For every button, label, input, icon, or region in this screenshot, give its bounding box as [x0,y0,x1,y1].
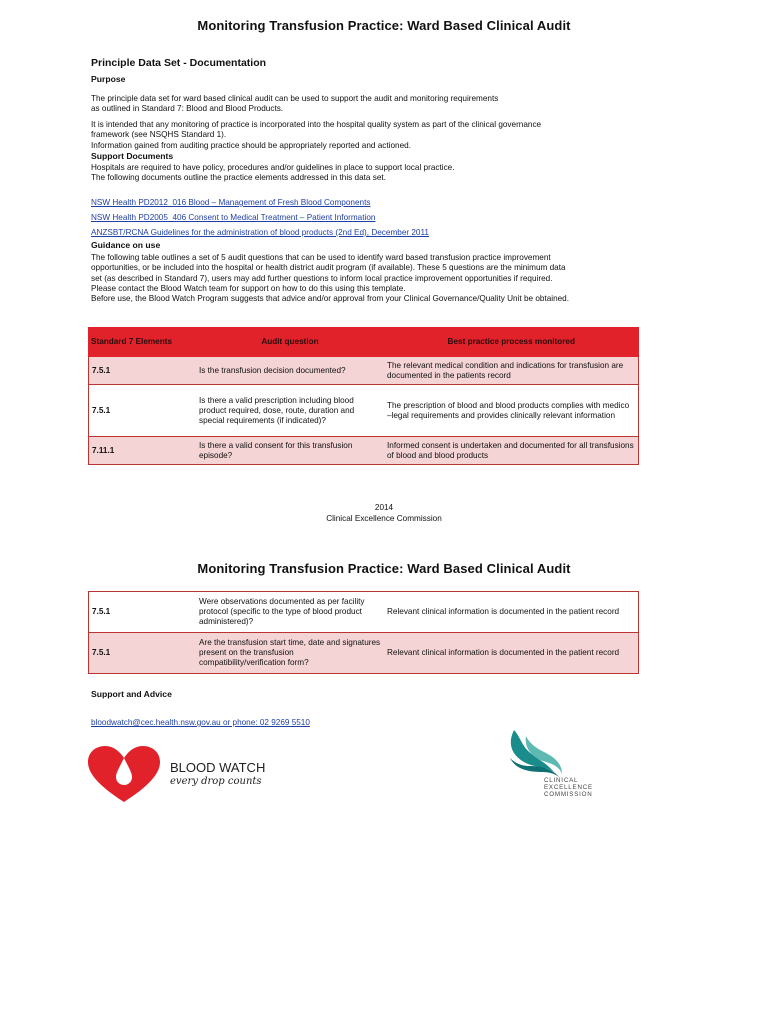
table-row [89,357,639,385]
cec-line1: CLINICAL [544,777,579,784]
cell-practice: The relevant medical condition and indications for transfusion are documented in the patients record [384,357,639,385]
cell-practice: The prescription of blood and blood products complies with medico –legal requirements and provides clinically relevant information [384,385,639,437]
cell-practice: Informed consent is undertaken and documented for all transfusions of blood and blood products [384,437,639,465]
audit-table [88,327,639,465]
footer-year: 2014 [374,503,394,512]
link-anzsbt-guidelines[interactable]: ANZSBT/RCNA Guidelines for the administration of blood products (2nd Ed), December 2011 [91,228,429,237]
cell-question: Are the transfusion start time, date and signatures present on the transfusion compatibility/verification form? [196,633,384,674]
link-pd2005-406[interactable]: NSW Health PD2005_406 Consent to Medical Treatment – Patient Information [91,213,376,222]
cell-question: Is there a valid consent for this transfusion episode? [196,437,384,465]
guidance-text: The following table outlines a set of 5 audit questions that can be used to identify ward based transfusion practice improvement opportunities, or be included into the hospital or health district audit program (if available). These 5 questions are the minimum data set (as described in Standard 7), users may add further questions to inform local practice improvement opportunities if required. Please contact the Blood Watch team for support on how to do this using this template. Before use, the Blood Watch Program suggests that advice and/or approval from your Clinical Governance/Quality Unit be obtained. [91,253,570,304]
section-heading: Principle Data Set - Documentation [91,57,267,69]
cell-question: Is the transfusion decision documented? [196,357,384,385]
purpose-paragraph-2: It is intended that any monitoring of practice is incorporated into the hospital quality system as part of the clinical governance framework (see NSQHS Standard 1). Information gained from auditing practice should be appropriately reported and actioned. [91,120,542,150]
table-row [89,385,639,437]
cec-line3: COMMISSION [544,791,593,798]
page-title: Monitoring Transfusion Practice: Ward Based Clinical Audit [197,18,571,33]
logo-tagline: every drop counts [170,776,262,787]
footer [0,502,768,524]
cec-logo [506,728,616,802]
table-row [89,633,639,674]
support-documents-heading: Support Documents [91,151,174,161]
support-documents-text: Hospitals are required to have policy, procedures and/or guidelines in place to support local practice. The following documents outline the practice elements addressed in this data set. [91,163,455,183]
blood-watch-logo [88,746,288,804]
header-standard: Standard 7 Elements [89,328,197,357]
header-audit-question: Audit question [196,328,384,357]
purpose-paragraph-1: The principle data set for ward based clinical audit can be used to support the audit and monitoring requirements as outlined in Standard 7: Blood and Blood Products. [91,94,499,114]
audit-table-continued [88,591,639,674]
guidance-heading: Guidance on use [91,240,161,250]
table-row [89,437,639,465]
header-best-practice: Best practice process monitored [384,328,639,357]
table-header-row [89,328,639,357]
contact-email-link[interactable]: bloodwatch@cec.health.nsw.gov.au or phone: 02 9269 5510 [91,718,310,727]
cell-standard: 7.5.1 [89,385,197,437]
purpose-heading: Purpose [91,74,126,84]
cell-standard: 7.5.1 [89,592,197,633]
footer-org: Clinical Excellence Commission [326,514,442,523]
cell-standard: 7.11.1 [89,437,197,465]
link-pd2012-016[interactable]: NSW Health PD2012_016 Blood – Management of Fresh Blood Components [91,198,371,207]
cell-question: Is there a valid prescription including blood product required, dose, route, duration and special requirements (if indicated)? [196,385,384,437]
table-row [89,592,639,633]
cell-standard: 7.5.1 [89,357,197,385]
cec-line2: EXCELLENCE [544,784,593,791]
cell-practice: Relevant clinical information is documented in the patient record [384,592,639,633]
page-title-2: Monitoring Transfusion Practice: Ward Based Clinical Audit [197,561,571,576]
cell-practice: Relevant clinical information is documented in the patient record [384,633,639,674]
cell-standard: 7.5.1 [89,633,197,674]
support-advice-heading: Support and Advice [91,689,172,699]
cell-question: Were observations documented as per facility protocol (specific to the type of blood product administered)? [196,592,384,633]
logo-name: BLOOD WATCH [170,760,266,775]
